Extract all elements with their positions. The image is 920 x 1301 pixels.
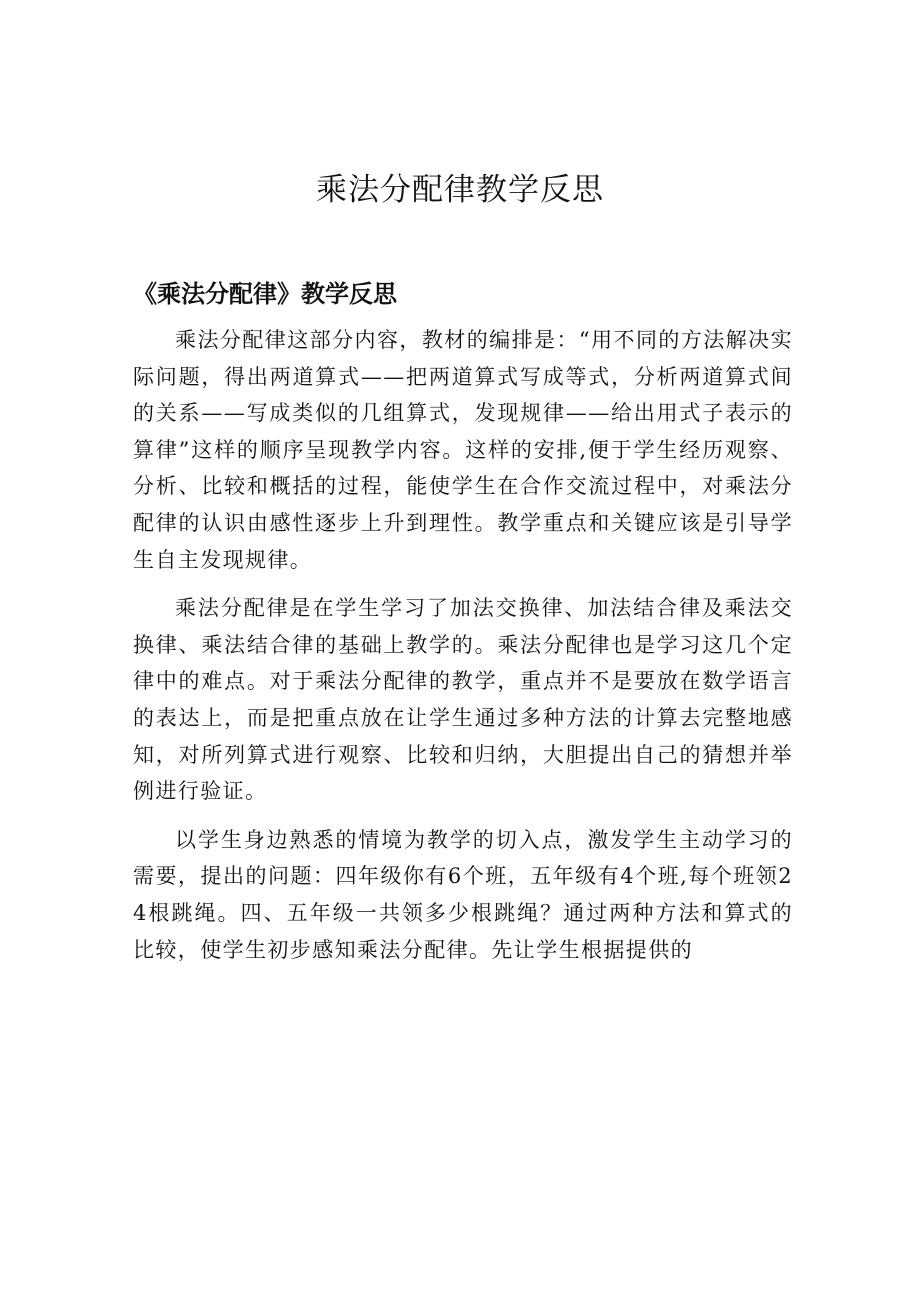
body-text	[133, 322, 793, 980]
document-title: 乘法分配律教学反思	[316, 172, 604, 208]
section-heading: 《乘法分配律》教学反思	[133, 280, 397, 308]
paragraph-1: 乘法分配律这部分内容，教材的编排是：“用不同的方法解决实际问题，得出两道算式——把两道算式写成等式，分析两道算式间的关系——写成类似的几组算式，发现规律——给出用式子表示的算律”这样的顺序呈现教学内容。这样的安排,便于学生经历观察、分析、比较和概括的过程，能使学生在合作交流过程中，对乘法分配律的认识由感性逐步上升到理性。教学重点和关键应该是引导学生自主发现规律。	[133, 328, 793, 572]
paragraph-2: 乘法分配律是在学生学习了加法交换律、加法结合律及乘法交换律、乘法结合律的基础上教学的。乘法分配律也是学习这几个定律中的难点。对于乘法分配律的教学，重点并不是要放在数学语言的表达上，而是把重点放在让学生通过多种方法的计算去完整地感知，对所列算式进行观察、比较和归纳，大胆提出自己的猜想并举例进行验证。	[133, 596, 793, 804]
paragraph-3: 以学生身边熟悉的情境为教学的切入点，激发学生主动学习的需要，提出的问题：四年级你有6个班，五年级有4个班,每个班领24根跳绳。四、五年级一共领多少根跳绳？通过两种方法和算式的比较，使学生初步感知乘法分配律。先让学生根据提供的	[133, 827, 793, 962]
